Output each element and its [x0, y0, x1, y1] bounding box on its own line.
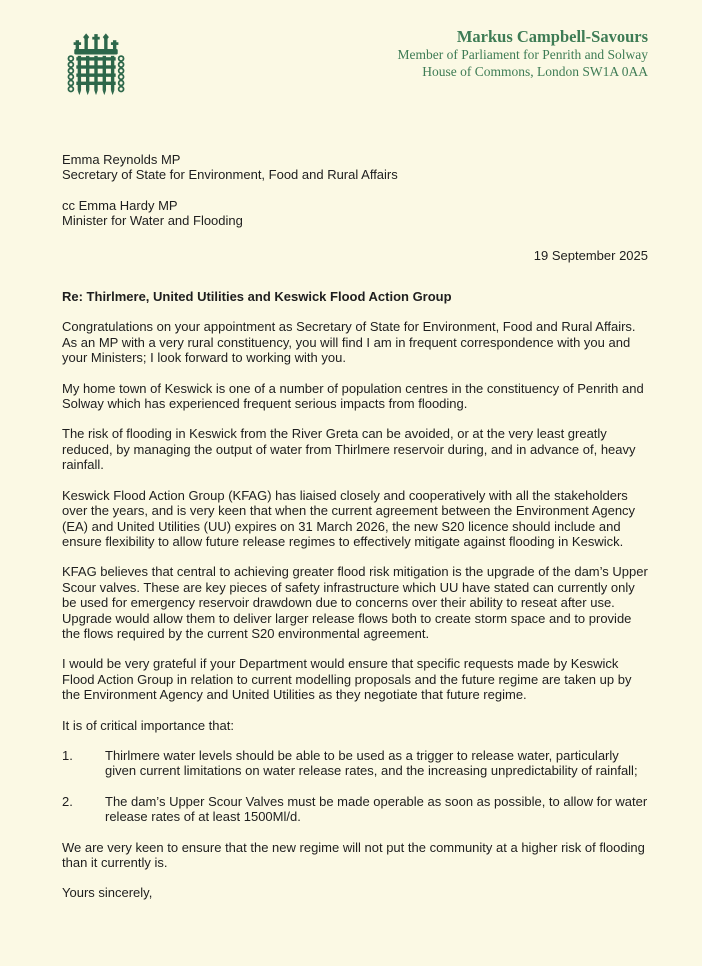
paragraph: It is of critical importance that:: [62, 717, 234, 733]
paragraph: My home town of Keswick is one of a number of population centres in the constituency of Penrith and Solway which has experienced frequent serious impacts from flooding.: [62, 380, 644, 412]
subject-line: Re: Thirlmere, United Utilities and Keswick Flood Action Group: [62, 289, 452, 305]
item-text: Thirlmere water levels should be able to be used as a trigger to release water, particularly given current limitations on water release rates, and the increasing unpredictability of rainfall;: [105, 747, 638, 779]
letter-date: 19 September 2025: [533, 247, 648, 263]
numbered-item: [62, 748, 648, 779]
portcullis-crest-icon: [62, 28, 130, 109]
item-number: 1.: [62, 747, 73, 763]
paragraph: I would be very grateful if your Department would ensure that specific requests made by Keswick Flood Action Group in relation to current modelling proposals and the future regime are taken up by the Environment Agency and United Utilities as they negotiate that future regime.: [62, 656, 632, 703]
cc-title: Minister for Water and Flooding: [62, 213, 243, 229]
mp-name: Markus Campbell-Savours: [456, 27, 648, 46]
recipient-title: Secretary of State for Environment, Food and Rural Affairs: [62, 167, 398, 183]
paragraph: Keswick Flood Action Group (KFAG) has liaised closely and cooperatively with all the stakeholders over the years, and is very keen that when the current agreement between the Environment Agency (EA) and United Utilities (UU) expires on 31 March 2026, the new S20 licence should include and ensure flexibility to allow future release regimes to effectively mitigate against flooding in Keswick.: [62, 487, 636, 549]
paragraph: KFAG believes that central to achieving greater flood risk mitigation is the upgrade of the dam’s Upper Scour valves. These are key pieces of safety infrastructure which UU have stated can currently only be used for emergency reservoir drawdown due to concerns over their ability to reseat after use. Upgrade would allow them to deliver larger release flows both to create storm space and to provide the flows required by the current S20 environmental agreement.: [62, 564, 648, 641]
paragraph: Congratulations on your appointment as Secretary of State for Environment, Food and Rural Affairs. As an MP with a very rural constituency, you will find I am in frequent correspondence with you and your Ministers; I look forward to working with you.: [62, 319, 636, 366]
cc-block: [62, 198, 648, 229]
recipient-name: Emma Reynolds MP: [62, 152, 181, 167]
signoff: Yours sincerely,: [62, 885, 153, 901]
item-text: The dam’s Upper Scour Valves must be made operable as soon as possible, to allow for water release rates of at least 1500Ml/d.: [105, 793, 648, 825]
mp-address: House of Commons, London SW1A 0AA: [422, 63, 648, 79]
cc-name: cc Emma Hardy MP: [62, 197, 178, 213]
closing-paragraph: We are very keen to ensure that the new regime will not put the community at a higher risk of flooding than it currently is.: [62, 839, 645, 870]
letterhead: [62, 26, 648, 106]
paragraph: The risk of flooding in Keswick from the River Greta can be avoided, or at the very least greatly reduced, by managing the output of water from Thirlmere reservoir during, and in advance of, heavy rainfall.: [62, 426, 636, 473]
letterhead-text: [398, 27, 648, 80]
item-number: 2.: [62, 793, 73, 809]
recipient-block: [62, 152, 648, 183]
mp-role: Member of Parliament for Penrith and Solway: [397, 47, 648, 62]
letter-body: [62, 152, 648, 901]
numbered-item: [62, 794, 648, 825]
